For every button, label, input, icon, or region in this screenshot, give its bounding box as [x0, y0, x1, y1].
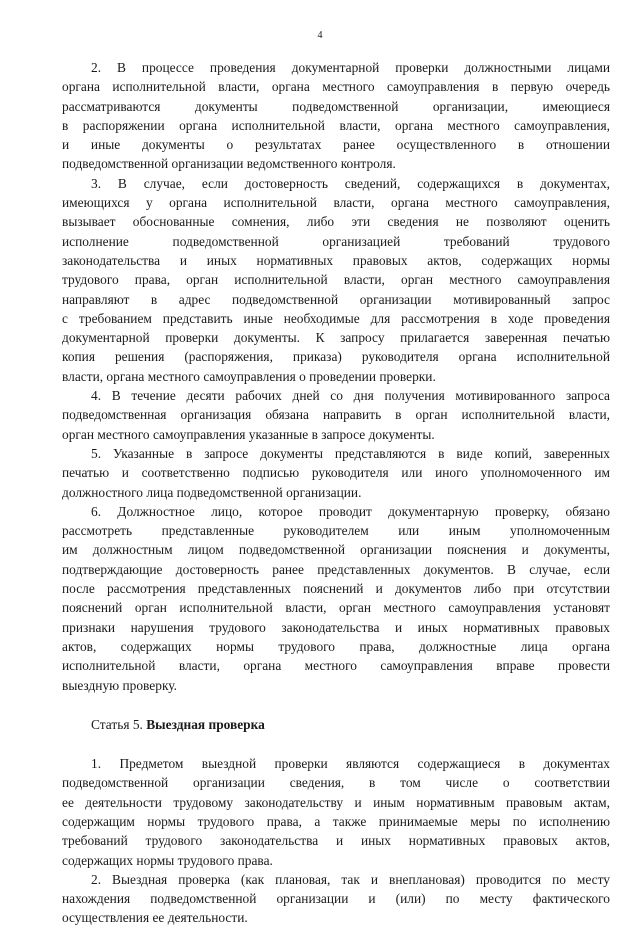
article-title: Выездная проверка: [146, 716, 265, 732]
text-line: после рассмотрения представленных пояснений и документов либо при отсутствии: [62, 581, 610, 597]
text-line: трудового права, орган исполнительной власти, орган местного самоуправления: [62, 272, 610, 288]
text-line: законодательства и иных нормативных правовых актов, содержащих нормы: [62, 252, 610, 268]
text-line: содержащих нормы трудового права.: [62, 852, 273, 868]
document-body: [62, 58, 610, 928]
text-line: подтверждающие достоверность ранее представленных документов. В случае, если: [62, 561, 610, 577]
text-line: требований трудового законодательства и иных нормативных правовых актов,: [62, 833, 610, 849]
text-line: имеющихся у органа исполнительной власти, органа местного самоуправления,: [62, 195, 610, 211]
text-line: 6. Должностное лицо, которое проводит документарную проверку, обязано: [91, 503, 610, 519]
text-line: 3. В случае, если достоверность сведений, содержащихся в документах,: [91, 175, 610, 191]
text-line: 2. Выездная проверка (как плановая, так и внеплановая) проводится по месту: [91, 871, 610, 887]
paragraph: [62, 386, 610, 444]
article-number: Статья 5.: [91, 716, 147, 732]
text-line: ее деятельности трудовому законодательству и иным нормативным правовым актам,: [62, 794, 610, 810]
text-line: документарной проверки документы. К запросу прилагается заверенная печатью: [62, 330, 610, 346]
article-heading: [62, 715, 610, 734]
text-line: 5. Указанные в запросе документы представляются в виде копий, заверенных: [91, 445, 610, 461]
spacer: [62, 734, 610, 754]
text-line: 1. Предметом выездной проверки являются содержащиеся в документах: [91, 756, 610, 772]
text-line: 4. В течение десяти рабочих дней со дня получения мотивированного запроса: [91, 388, 610, 404]
text-line: орган местного самоуправления указанные в запросе документы.: [62, 426, 435, 442]
text-line: подведомственной организации сведения, в том числе о соответствии: [62, 775, 610, 791]
text-line: подведомственная организация обязана направить в орган исполнительной власти,: [62, 407, 610, 423]
text-line: 2. В процессе проведения документарной проверки должностными лицами: [91, 60, 610, 75]
paragraph: [62, 754, 610, 870]
text-line: подведомственной организации ведомственного контроля.: [62, 156, 396, 172]
page-number: 4: [317, 30, 323, 41]
paragraph: [62, 502, 610, 695]
text-line: органа исполнительной власти, органа местного самоуправления в первую очередь: [62, 79, 610, 95]
paragraph: [62, 444, 610, 502]
text-line: исполнительной власти, органа местного самоуправления вправе провести: [62, 658, 610, 674]
text-line: выездную проверку.: [62, 677, 177, 693]
paragraph: [62, 174, 610, 386]
text-line: нахождения подведомственной организации и (или) по месту фактического: [62, 891, 610, 907]
text-line: актов, содержащих нормы трудового права, должностные лица органа: [62, 638, 610, 654]
text-line: и иные документы о результатах ранее осуществленного в отношении: [62, 137, 610, 153]
text-line: содержащим нормы трудового права, а также принимаемые меры по исполнению: [62, 813, 610, 829]
text-line: копия решения (распоряжения, приказа) руководителя органа исполнительной: [62, 349, 610, 365]
text-line: рассмотреть представленные руководителем или иным уполномоченным: [62, 523, 610, 539]
text-line: признаки нарушения трудового законодательства и иных нормативных правовых: [62, 619, 610, 635]
text-line: исполнение подведомственной организацией требований трудового: [62, 233, 610, 249]
paragraph: [62, 58, 610, 174]
text-line: осуществления ее деятельности.: [62, 910, 248, 926]
text-line: должностного лица подведомственной организации.: [62, 484, 362, 500]
text-line: пояснений орган исполнительной власти, орган местного самоуправления установят: [62, 600, 610, 616]
text-line: печатью и соответственно подписью руководителя или иного уполномоченного им: [62, 465, 610, 481]
text-line: рассматриваются документы подведомственной организации, имеющиеся: [62, 98, 610, 114]
text-line: в распоряжении органа исполнительной власти, органа местного самоуправления,: [62, 117, 610, 133]
text-line: вызывает обоснованные сомнения, либо эти сведения не позволяют оценить: [62, 214, 610, 230]
text-line: власти, органа местного самоуправления о проведении проверки.: [62, 368, 436, 384]
text-line: им должностным лицом подведомственной организации пояснения и документы,: [62, 542, 610, 558]
text-line: с требованием представить иные необходимые для рассмотрения в ходе проведения: [62, 310, 610, 326]
paragraph: [62, 870, 610, 928]
spacer: [62, 695, 610, 715]
text-line: направляют в адрес подведомственной организации мотивированный запрос: [62, 291, 610, 307]
